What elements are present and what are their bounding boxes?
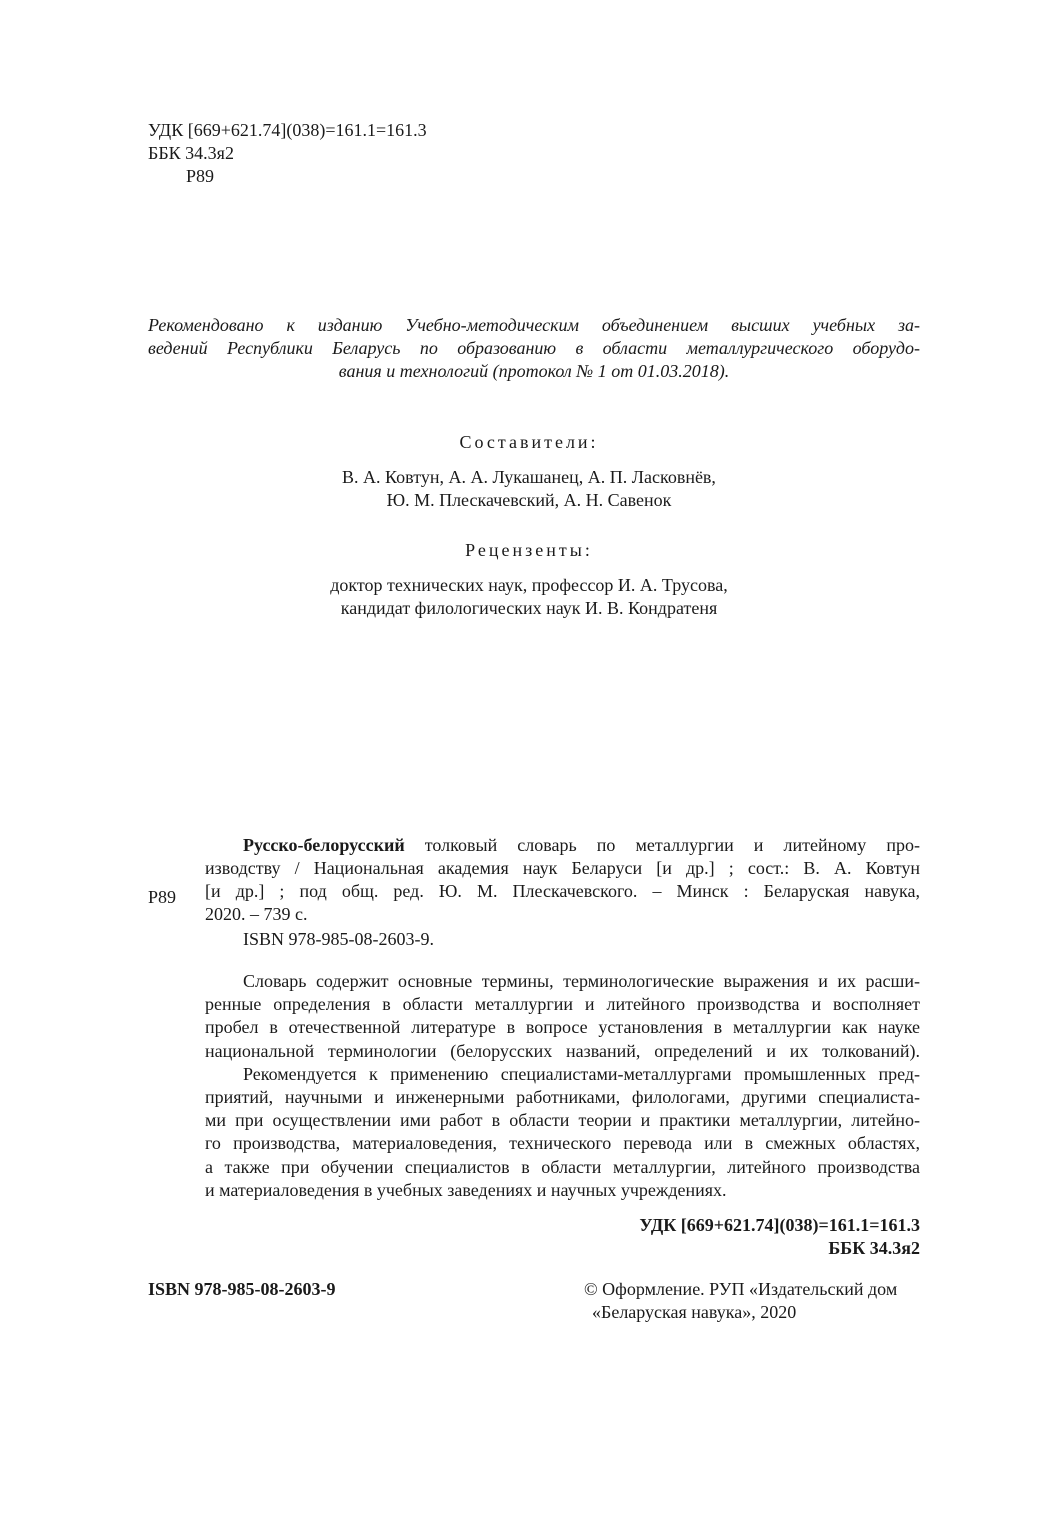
abstract-line: пробел в отечественной литературе в вопросе установления в металлургии как науке xyxy=(205,1017,920,1038)
copyright-line: «Беларуская навука», 2020 xyxy=(592,1302,797,1322)
footer-isbn: ISBN 978-985-08-2603-9 xyxy=(148,1279,336,1299)
abstract-line: ми при осуществлении ими работ в области теории и практики металлургии, литейно- xyxy=(205,1110,920,1131)
copyright-notice xyxy=(584,1278,897,1324)
abstract-line: го производства, материаловедения, технического перевода или в смежных областях, xyxy=(205,1133,920,1154)
compilers-line: В. А. Ковтун, А. А. Лукашанец, А. П. Ласковнёв, xyxy=(342,467,716,487)
abstract-line: а также при обучении специалистов в области металлургии, литейного производства xyxy=(205,1156,920,1177)
bib-title-rest: толковый словарь по металлургии и литейному про- xyxy=(404,835,920,855)
udc-code: УДК [669+621.74](038)=161.1=161.3 xyxy=(148,120,427,140)
bib-title: Русско-белорусский xyxy=(243,835,405,855)
compilers-list xyxy=(0,466,1058,512)
approval-line: Рекомендовано к изданию Учебно-методическим объединением высших учебных за- xyxy=(148,315,920,335)
abstract xyxy=(205,970,920,1202)
bib-line: изводству / Национальная академия наук Беларуси [и др.] ; сост.: В. А. Ковтун xyxy=(205,858,920,878)
footer-udc: УДК [669+621.74](038)=161.1=161.3 xyxy=(639,1215,920,1235)
bib-line: 2020. – 739 с. xyxy=(205,904,308,924)
abstract-line: Словарь содержит основные термины, терминологические выражения и их расши- xyxy=(243,971,920,991)
approval-note xyxy=(148,314,920,383)
abstract-line: приятий, научными и инженерными работниками, филологами, другими специалиста- xyxy=(205,1087,920,1108)
reviewers-line: доктор технических наук, профессор И. А. Трусова, xyxy=(330,575,728,595)
abstract-line: и материаловедения в учебных заведениях и научных учреждениях. xyxy=(205,1179,727,1200)
reviewers-list xyxy=(0,574,1058,620)
reviewers-heading: Рецензенты: xyxy=(465,540,593,560)
bib-line xyxy=(205,834,920,857)
abstract-line: Рекомендуется к применению специалистами-металлургами промышленных пред- xyxy=(243,1063,920,1084)
author-sign-code: Р89 xyxy=(186,166,215,186)
approval-line: вания и технологий (протокол № 1 от 01.03.2018). xyxy=(338,361,730,381)
abstract-line: ренные определения в области металлургии и литейного производства и восполняет xyxy=(205,994,920,1015)
approval-line: ведений Республики Беларусь по образованию в области металлургического оборудо- xyxy=(148,338,920,358)
reviewers-line: кандидат филологических наук И. В. Кондратеня xyxy=(340,598,718,618)
catalog-code: Р89 xyxy=(148,887,177,907)
bib-line: [и др.] ; под общ. ред. Ю. М. Плескачевского. – Минск : Беларуская навука, xyxy=(205,881,920,901)
compilers-heading: Составители: xyxy=(459,432,599,452)
footer-bbk: ББК 34.3я2 xyxy=(828,1238,920,1258)
copyright-line: © Оформление. РУП «Издательский дом xyxy=(584,1279,898,1299)
abstract-line: национальной терминологии (белорусских названий, определений и их толкований). xyxy=(205,1040,920,1061)
bibliographic-record xyxy=(205,834,920,951)
footer-classification xyxy=(600,1214,920,1260)
bbk-code: ББК 34.3я2 xyxy=(148,143,234,163)
classification-block xyxy=(148,119,427,188)
bib-isbn: ISBN 978-985-08-2603-9. xyxy=(243,929,434,949)
compilers-line: Ю. М. Плескачевский, А. Н. Савенок xyxy=(386,490,672,510)
